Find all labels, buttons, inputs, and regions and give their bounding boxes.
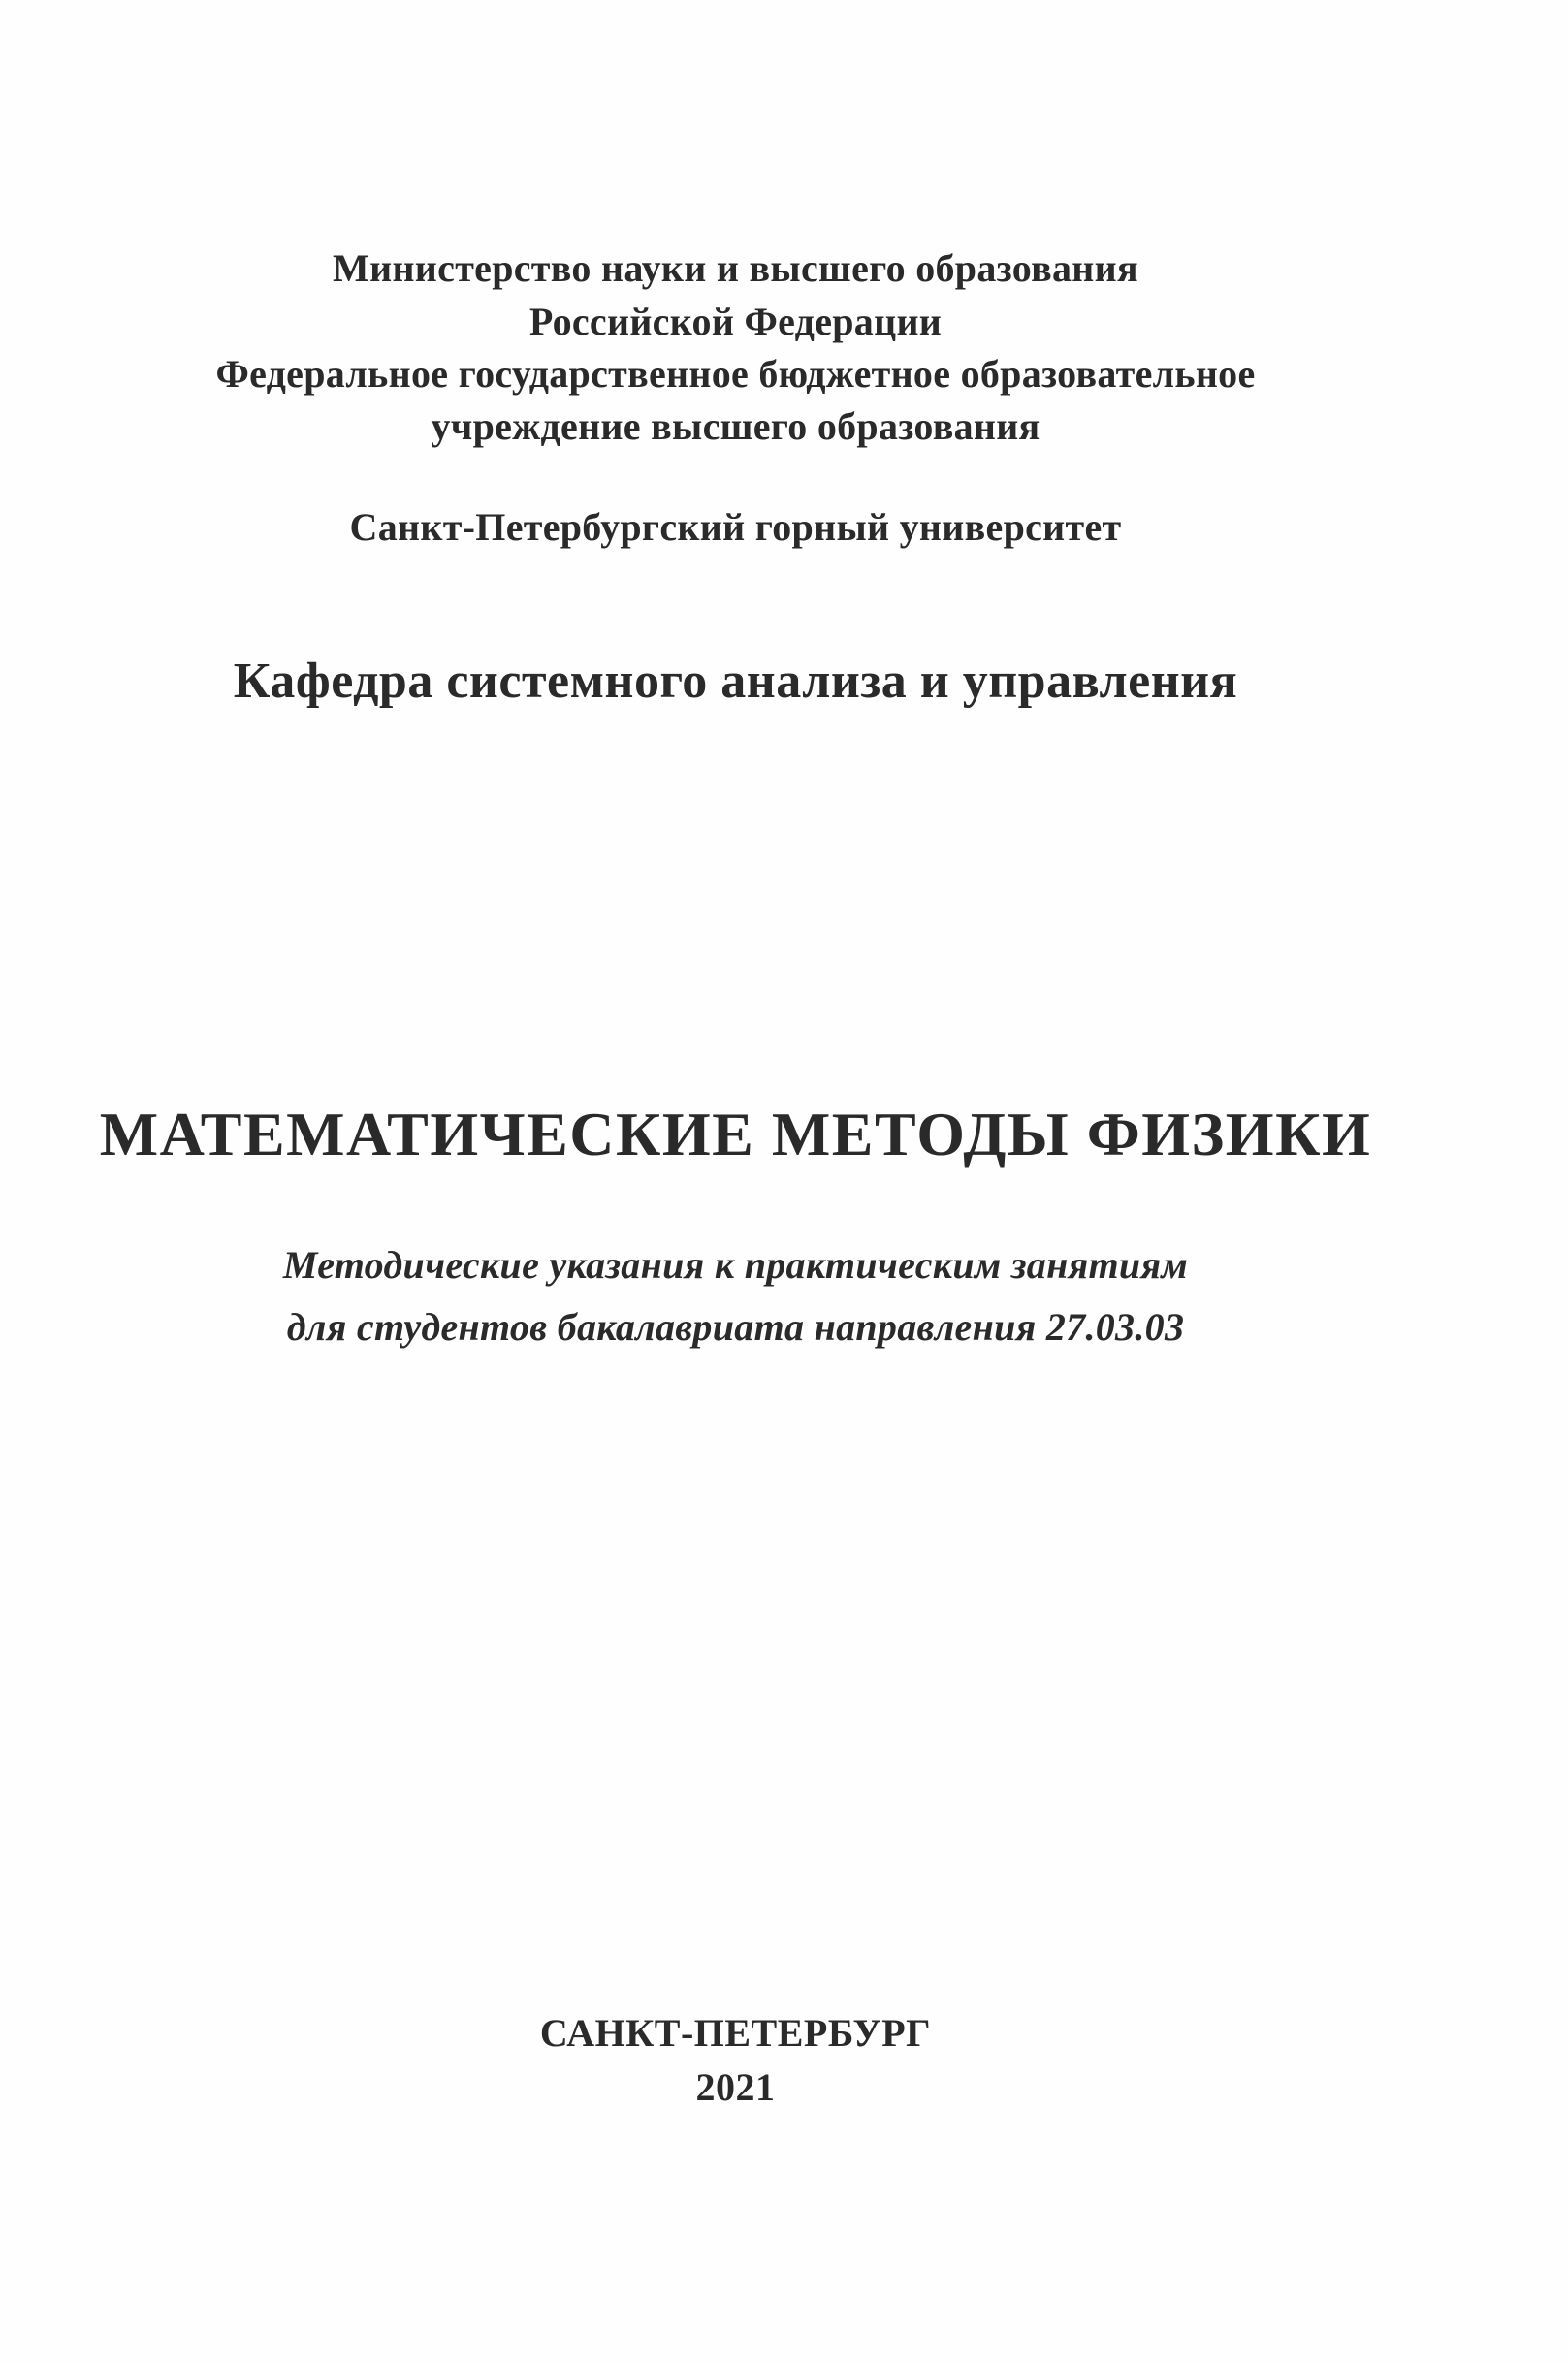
university-name: Санкт-Петербургский горный университет bbox=[349, 505, 1122, 549]
institution-line-2: учреждение высшего образования bbox=[431, 404, 1040, 448]
subtitle-line-1: Методические указания к практическим занятиям bbox=[282, 1243, 1189, 1287]
document-title: МАТЕМАТИЧЕСКИЕ МЕТОДЫ ФИЗИКИ bbox=[99, 1100, 1372, 1168]
institution-line-1: Федеральное государственное бюджетное образовательное bbox=[215, 352, 1256, 396]
department-name: Кафедра системного анализа и управления bbox=[233, 654, 1238, 709]
ministry-line-2: Российской Федерации bbox=[528, 300, 943, 343]
publication-year: 2021 bbox=[695, 2065, 776, 2109]
subtitle-line-2: для студентов бакалавриата направления 27.03.03 bbox=[286, 1305, 1185, 1349]
publication-city: САНКТ-ПЕТЕРБУРГ bbox=[539, 2011, 932, 2055]
ministry-line-1: Министерство науки и высшего образования bbox=[333, 246, 1138, 290]
